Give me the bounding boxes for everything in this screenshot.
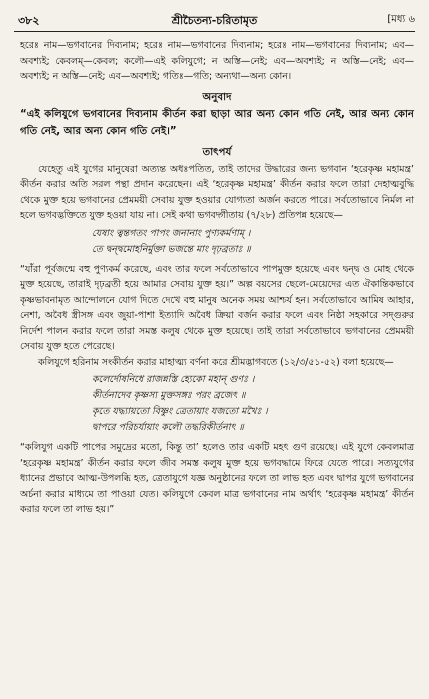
verse-line: দ্বাপরে পরিচর্যায়াং কলৌ তদ্ধরিকীর্তনাৎ ॥ — [92, 422, 244, 433]
translation-heading: অনুবাদ — [202, 91, 232, 103]
chapter-label: [মধ্য ৬ — [387, 14, 415, 25]
verse-line: কীর্তনাদেব কৃষ্ণস্য মুক্তসঙ্গঃ পরং ব্রজেৎ ॥ — [92, 390, 246, 401]
verse-line: তে দ্বন্দ্বমোহনির্মুক্তা ভজন্তে মাং দৃঢ়ব্রতাঃ ॥ — [92, 243, 251, 255]
purport-paragraph-1: যেহেতু এই যুগের মানুষেরা অত্যন্ত অধঃপতিত, তাই তাদের উদ্ধারের জন্য ভগবান ‘হরেকৃষ্ণ মহামন্ত্র’ কীর্তন করার অতি সরল পন্থা প্রদান করেছেন। এই ‘হরেকৃষ্ণ মহামন্ত্র’ কীর্তন করার ফলে তারা দেহাত্মবুদ্ধি থেকে মুক্ত হয়ে ভগবানের প্রেমময়ী সেবায় যুক্ত হওয়ার যোগ্যতা অর্জন করতে পারে। সর্বতোভাবে নির্মল না হলে ভগবদ্ভক্তিতে যুক্ত হওয়া যায় না। সেই কথা ভগবদ্গীতায় (৭/২৮) প্রতিপন্ন হয়েছে— — [20, 163, 414, 221]
page-number: ৩৮২ — [18, 14, 40, 27]
verse-line: যেষাং ত্বন্তগতং পাপং জনানাং পুণ্যকর্মণাম্ । — [92, 227, 251, 239]
purport-paragraph-4: “কলিযুগ একটি পাপের সমুদ্রের মতো, কিন্তু তা’ হলেও তার একটি মহৎ গুণ রয়েছে। এই যুগে কেবলমাত্র ‘হরেকৃষ্ণ মহামন্ত্র’ কীর্তন করার ফলে জীব সমস্ত কলুষ মুক্ত হয়ে ভগবদ্ধামে ফিরে যেতে পারে। সত্যযুগের ধ্যানের প্রভাবে আত্ম-উপলব্ধি হত, ত্রেতাযুগে যজ্ঞ অনুষ্ঠানের ফলে তা লাভ হত এবং দ্বাপর যুগে ভগবানের অর্চনা করার মাধ্যমে তা পাওয়া যেত। কলিযুগে কেবল মাত্র ভগবানের নাম অর্থাৎ ‘হরেকৃষ্ণ মহামন্ত্র’ কীর্তন করার ফলে তা লাভ হয়।” — [20, 442, 414, 515]
running-title: শ্রীচৈতন্য-চরিতামৃত — [171, 14, 258, 27]
bhagavatam-verse — [92, 372, 414, 436]
gita-verse — [92, 226, 414, 258]
header-rule — [14, 31, 415, 32]
verse-line: কৃতে যদ্ধ্যায়তো বিষ্ণুং ত্রেতায়াং যজতো মখৈঃ । — [92, 406, 268, 417]
purport-paragraph-3: কলিযুগে হরিনাম সংকীর্তন করার মাহাত্ম্য বর্ণনা করে শ্রীমদ্ভাগবতে (১২/৩/৫১-৫২) বলা হয়েছে— — [38, 356, 394, 368]
word-meanings: হরেঃ নাম—ভগবানের দিব্যনাম; হরেঃ নাম—ভগবানের দিব্যনাম; হরেঃ নাম—ভগবানের দিব্যনাম; এব—অবশ্যই; কেবলম্—কেবল; কলৌ—এই কলিযুগে; ন অস্তি—নেই; এব—অবশ্যই; ন অস্তি—নেই; এব—অবশ্যই; ন অস্তি—নেই; এব—অবশ্যই; গতিঃ—গতি; অন্যথা—অন্য কোন। — [20, 40, 414, 82]
page-body — [20, 38, 414, 518]
translation-text: “এই কলিযুগে ভগবানের দিব্যনাম কীর্তন করা ছাড়া আর অন্য কোন গতি নেই, আর অন্য কোন গতি নেই, আর অন্য কোন গতি নেই।” — [20, 109, 414, 137]
purport-paragraph-2: “যাঁরা পূর্বজন্মে বহু পুণ্যকর্ম করেছে, এবং তার ফলে সর্বতোভাবে পাপমুক্ত হয়েছে এবং দ্বন্দ্ব ও মোহ থেকে মুক্ত হয়েছে, তারাই দৃঢ়ব্রতী হয়ে আমার সেবায় যুক্ত হয়।” অল্প বয়সের ছেলে-মেয়েদের এত ঐকান্তিকভাবে কৃষ্ণভাবনামৃত আন্দোলনে যোগ দিতে দেখে বহু মানুষ অনেক সময় আশ্চর্য হন। সর্বতোভাবে আমিষ আহার, নেশা, অবৈধ স্ত্রীসঙ্গ এবং জুয়া-পাশা ইত্যাদি অবৈধ ক্রিয়া বর্জন করার ফলে এবং নিষ্ঠা সহকারে সদ্গুরুর নির্দেশ পালন করার ফলে তারা সমস্ত কলুষ থেকে মুক্ত হয়েছে। তাই তারা সর্বতোভাবে ভগবানের প্রেমময়ী সেবায় যুক্ত হতে পেরেছে। — [20, 263, 414, 352]
verse-line: কলের্দোষনিধে রাজন্নস্তি হ্যেকো মহান্ গুণঃ । — [92, 374, 255, 385]
purport-heading: তাৎপর্য — [202, 147, 232, 158]
page-header — [0, 0, 429, 36]
